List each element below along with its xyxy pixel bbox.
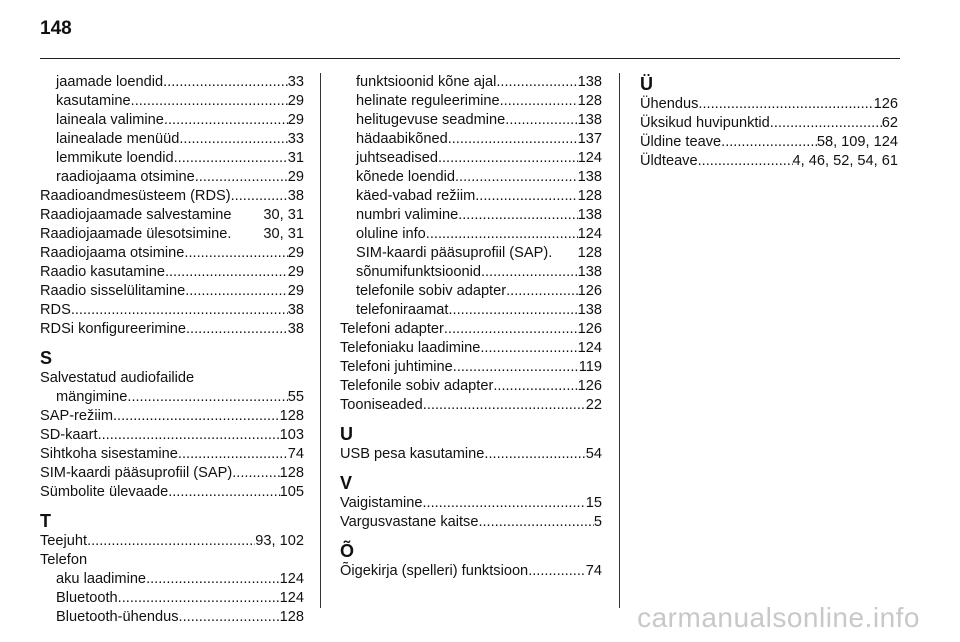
index-entry — [340, 494, 602, 513]
index-entry-term: SIM-kaardi pääsuprofiil (SAP) — [40, 465, 233, 481]
watermark: carmanualsonline.info — [637, 602, 920, 633]
dot-leader — [453, 358, 579, 377]
dot-leader — [480, 339, 577, 358]
dot-leader — [185, 282, 288, 301]
index-entry-term: Ühendus — [640, 96, 699, 112]
index-entry — [40, 73, 304, 92]
index-entry-page: 29 — [287, 112, 304, 128]
index-entry-term: funktsioonid kõne ajal — [356, 74, 497, 90]
index-entry — [340, 339, 602, 358]
index-entry — [340, 282, 602, 301]
index-entry-term: oluline info — [356, 226, 426, 242]
index-entry-page: 29 — [287, 245, 304, 261]
index-entry — [340, 111, 602, 130]
dot-leader — [770, 114, 882, 133]
index-entry-page: 31 — [287, 150, 304, 166]
index-entry-page: 124 — [577, 340, 602, 356]
index-letter-heading: Ü — [640, 74, 653, 94]
dot-leader — [87, 532, 255, 551]
index-entry-page: 62 — [881, 115, 898, 131]
dot-leader — [178, 445, 288, 464]
index-entry — [40, 225, 304, 244]
dot-leader — [232, 464, 279, 483]
column-divider-1 — [320, 73, 321, 608]
index-entry-term: Raadiojaama otsimine — [40, 245, 185, 261]
index-entry — [340, 377, 602, 396]
index-entry-term: SAP-režiim — [40, 408, 113, 424]
index-entry — [40, 426, 304, 445]
index-entry-term: Telefoni juhtimine — [340, 359, 453, 375]
index-entry — [40, 589, 304, 608]
index-entry-term: Telefoniaku laadimine — [340, 340, 481, 356]
index-entry-page: 22 — [585, 397, 602, 413]
dot-leader — [113, 407, 280, 426]
dot-leader — [493, 377, 577, 396]
index-entry — [40, 92, 304, 111]
index-entry — [340, 562, 602, 581]
index-entry — [40, 187, 304, 206]
dot-leader — [179, 608, 280, 627]
index-letter-heading: S — [40, 348, 53, 368]
index-entry-page: 128 — [573, 245, 602, 261]
dot-leader — [458, 206, 577, 225]
index-entry-term: mängimine — [56, 389, 128, 405]
dot-leader — [179, 130, 287, 149]
index-column-2 — [340, 73, 602, 581]
dot-leader — [174, 149, 288, 168]
index-entry-page: 128 — [577, 93, 602, 109]
index-entry-term: käed-vabad režiim — [356, 188, 476, 204]
index-entry-term: Raadiojaamade ülesotsimine. — [40, 226, 232, 242]
index-entry-page: 74 — [287, 446, 304, 462]
index-entry-term: Sihtkoha sisestamine — [40, 446, 178, 462]
index-entry-term: Vaigistamine — [340, 495, 423, 511]
index-entry — [40, 570, 304, 589]
index-entry-page: 138 — [577, 169, 602, 185]
index-entry — [340, 320, 602, 339]
index-entry-page: 30, 31 — [259, 207, 304, 223]
index-entry-term: raadiojaama otsimine — [56, 169, 195, 185]
dot-leader — [448, 301, 577, 320]
index-entry-term: SIM-kaardi pääsuprofiil (SAP). — [356, 245, 553, 261]
index-entry — [340, 168, 602, 187]
dot-leader — [475, 187, 577, 206]
dot-leader — [186, 320, 288, 339]
dot-leader — [127, 388, 287, 407]
index-entry-page: 29 — [287, 283, 304, 299]
index-entry-term: Telefoni adapter — [340, 321, 444, 337]
index-entry-page: 126 — [577, 283, 602, 299]
index-entry-page: 124 — [279, 590, 304, 606]
index-entry-page: 38 — [287, 188, 304, 204]
index-entry-page: 124 — [279, 571, 304, 587]
dot-leader — [422, 494, 585, 513]
index-entry-term: helinate reguleerimine — [356, 93, 500, 109]
index-entry — [340, 130, 602, 149]
dot-leader — [426, 225, 578, 244]
index-entry-term: Üldine teave — [640, 134, 722, 150]
index-entry-term: jaamade loendid — [56, 74, 164, 90]
index-entry-page: 33 — [287, 74, 304, 90]
index-entry-term: helitugevuse seadmine — [356, 112, 506, 128]
index-entry-page: 38 — [287, 302, 304, 318]
dot-leader — [165, 263, 288, 282]
index-entry — [40, 532, 304, 551]
column-divider-2 — [619, 73, 620, 608]
index-entry-page: 103 — [279, 427, 304, 443]
index-entry-page: 128 — [279, 465, 304, 481]
index-entry — [340, 263, 602, 282]
index-entry-term: Õigekirja (spelleri) funktsioon — [340, 563, 529, 579]
index-entry — [340, 358, 602, 377]
index-entry-term: Üksikud huvipunktid — [640, 115, 770, 131]
index-entry — [40, 168, 304, 187]
index-entry-term: Raadioandmesüsteem (RDS) — [40, 188, 231, 204]
dot-leader — [455, 168, 578, 187]
index-entry-term: Raadio sisselülitamine — [40, 283, 186, 299]
index-entry-term: telefoniraamat — [356, 302, 449, 318]
index-entry-page: 29 — [287, 264, 304, 280]
dot-leader — [481, 263, 578, 282]
index-entry-page: 105 — [279, 484, 304, 500]
index-entry-page: 55 — [287, 389, 304, 405]
dot-leader — [423, 396, 586, 415]
index-entry — [40, 445, 304, 464]
dot-leader — [438, 149, 578, 168]
index-entry-term: RDSi konfigureerimine — [40, 321, 186, 337]
dot-leader — [698, 95, 873, 114]
index-entry-page: 29 — [287, 169, 304, 185]
index-entry — [40, 388, 304, 407]
index-entry — [340, 301, 602, 320]
index-entry-term: Teejuht — [40, 533, 88, 549]
dot-leader — [448, 130, 578, 149]
dot-leader — [484, 445, 585, 464]
index-entry-term: Tooniseaded — [340, 397, 423, 413]
page-number: 148 — [40, 18, 72, 39]
index-entry-page: 54 — [585, 446, 602, 462]
header-rule — [40, 58, 900, 59]
index-entry-page: 74 — [585, 563, 602, 579]
index-entry-term: sõnumifunktsioonid — [356, 264, 481, 280]
index-entry-page: 124 — [577, 226, 602, 242]
index-entry-term: Salvestatud audiofailide — [40, 370, 195, 386]
dot-leader — [146, 570, 280, 589]
index-entry-term: kõnede loendid — [356, 169, 455, 185]
index-entry-page: 5 — [593, 514, 602, 530]
index-entry-page: 29 — [287, 93, 304, 109]
dot-leader — [505, 111, 577, 130]
dot-leader — [163, 73, 288, 92]
index-letter-heading: U — [340, 424, 353, 444]
index-entry-page: 4, 46, 52, 54, 61 — [792, 153, 898, 169]
dot-leader — [168, 483, 279, 502]
index-entry — [40, 369, 304, 388]
index-entry-page: 128 — [279, 609, 304, 625]
index-entry-term: hädaabikõned — [356, 131, 448, 147]
index-entry-page: 93, 102 — [255, 533, 304, 549]
index-letter-heading: T — [40, 511, 51, 531]
index-entry-page: 138 — [577, 207, 602, 223]
index-entry-page: 138 — [577, 74, 602, 90]
dot-leader — [195, 168, 288, 187]
dot-leader — [71, 301, 288, 320]
index-entry-term: Vargusvastane kaitse — [340, 514, 479, 530]
dot-leader — [478, 513, 593, 532]
index-entry-term: USB pesa kasutamine — [340, 446, 485, 462]
index-entry — [340, 513, 602, 532]
index-letter-heading: Õ — [340, 541, 355, 561]
index-entry-term: Raadiojaamade salvestamine — [40, 207, 232, 223]
dot-leader — [528, 562, 586, 581]
index-entry — [40, 483, 304, 502]
index-entry — [340, 244, 602, 263]
index-entry — [40, 608, 304, 627]
index-entry-page: 33 — [287, 131, 304, 147]
index-entry-term: RDS — [40, 302, 71, 318]
index-entry — [40, 149, 304, 168]
index-entry-term: Sümbolite ülevaade — [40, 484, 169, 500]
index-entry-page: 128 — [279, 408, 304, 424]
dot-leader — [184, 244, 287, 263]
index-column-1 — [40, 73, 304, 627]
index-entry — [40, 282, 304, 301]
index-entry — [640, 133, 898, 152]
index-entry-page: 138 — [577, 302, 602, 318]
index-entry — [40, 407, 304, 426]
index-entry-page: 126 — [577, 321, 602, 337]
dot-leader — [500, 92, 578, 111]
index-entry-term: telefonile sobiv adapter — [356, 283, 507, 299]
index-column-3 — [640, 73, 898, 171]
index-entry-term: kasutamine — [56, 93, 131, 109]
index-entry — [640, 152, 898, 171]
dot-leader — [118, 589, 280, 608]
index-entry-page: 138 — [577, 112, 602, 128]
index-entry-term: laineala valimine — [56, 112, 164, 128]
index-entry-term: aku laadimine — [56, 571, 147, 587]
index-entry-page: 38 — [287, 321, 304, 337]
dot-leader — [698, 152, 793, 171]
index-entry — [340, 187, 602, 206]
index-entry — [40, 206, 304, 225]
index-entry — [640, 95, 898, 114]
dot-leader — [721, 133, 817, 152]
index-entry-term: Telefon — [40, 552, 88, 568]
dot-leader — [231, 187, 288, 206]
index-entry — [340, 225, 602, 244]
index-entry-term: Telefonile sobiv adapter — [340, 378, 494, 394]
index-entry — [340, 206, 602, 225]
index-entry-term: lainealade menüüd — [56, 131, 180, 147]
index-letter-heading: V — [340, 473, 353, 493]
index-entry — [40, 263, 304, 282]
index-entry — [40, 301, 304, 320]
index-entry-page: 138 — [577, 264, 602, 280]
index-entry-page: 126 — [873, 96, 898, 112]
index-entry — [340, 396, 602, 415]
dot-leader — [131, 92, 288, 111]
index-entry-term: Bluetooth — [56, 590, 118, 606]
index-entry-term: Raadio kasutamine — [40, 264, 165, 280]
dot-leader — [98, 426, 280, 445]
index-entry-term: numbri valimine — [356, 207, 459, 223]
index-entry — [340, 92, 602, 111]
index-entry — [40, 244, 304, 263]
index-entry — [340, 149, 602, 168]
index-entry-term: Üldteave — [640, 153, 698, 169]
dot-leader — [496, 73, 577, 92]
index-entry-page: 15 — [585, 495, 602, 511]
index-entry-term: juhtseadised — [356, 150, 438, 166]
index-entry-term: lemmikute loendid — [56, 150, 174, 166]
index-entry — [40, 464, 304, 483]
dot-leader — [506, 282, 578, 301]
index-entry — [40, 111, 304, 130]
dot-leader — [164, 111, 288, 130]
dot-leader — [444, 320, 578, 339]
index-entry-page: 119 — [578, 359, 602, 375]
index-entry-page: 30, 31 — [259, 226, 304, 242]
index-entry-term: Bluetooth-ühendus — [56, 609, 179, 625]
index-entry-page: 58, 109, 124 — [816, 134, 898, 150]
index-entry-page: 128 — [577, 188, 602, 204]
index-entry — [340, 445, 602, 464]
index-entry-page: 137 — [577, 131, 602, 147]
index-entry-page: 126 — [577, 378, 602, 394]
index-entry — [40, 320, 304, 339]
index-entry — [340, 73, 602, 92]
index-entry-term: SD-kaart — [40, 427, 98, 443]
index-entry — [40, 551, 304, 570]
index-entry — [40, 130, 304, 149]
index-entry — [640, 114, 898, 133]
index-entry-page: 124 — [577, 150, 602, 166]
